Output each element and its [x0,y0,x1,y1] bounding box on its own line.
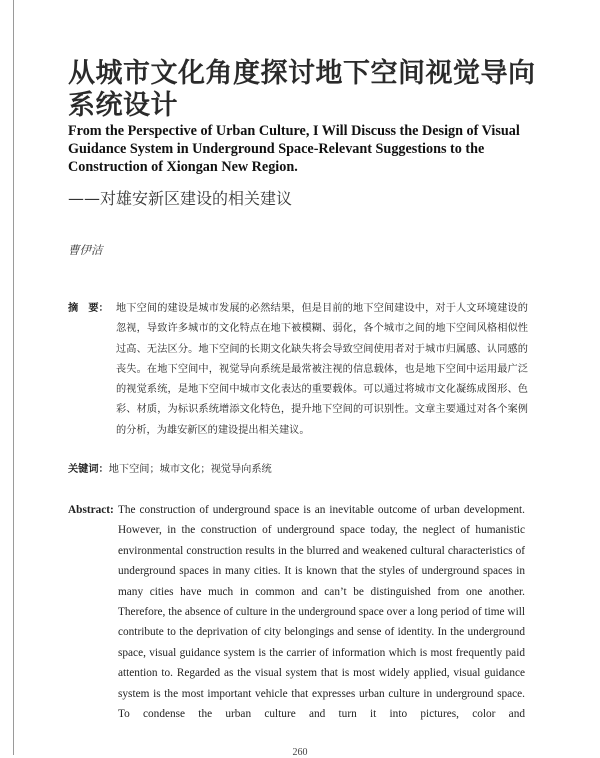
english-abstract [68,500,525,724]
keywords-label: 关键词： [68,464,109,475]
article-title-chinese: 从城市文化角度探讨地下空间视觉导向系统设计 [68,58,536,121]
article-subtitle: ——对雄安新区建设的相关建议 [68,189,293,208]
article-title-english: From the Perspective of Urban Culture, I Will Discuss the Design of Visual Guidance System in Underground Space-Relevant Suggestions to the Construction of Xiongan New Region. [68,123,520,175]
chinese-abstract-label: 摘 要： [68,303,109,314]
page-edge-line [13,0,14,755]
page-number: 260 [292,747,308,758]
keywords-text: 地下空间；城市文化；视觉导向系统 [108,464,272,475]
author-name: 曹伊洁 [68,243,103,257]
chinese-abstract-text: 地下空间的建设是城市发展的必然结果，但是目前的地下空间建设中，对于人文环境建设的忽视，导致许多城市的文化特点在地下被模糊、弱化，各个城市之间的地下空间风格相似性过高、无法区分。地下空间的长期文化缺失将会导致空间使用者对于城市归属感、认同感的丧失。在地下空间中，视觉导向系统是最常被注视的信息载体，也是地下空间中运用最广泛的视觉系统，是地下空间中城市文化表达的重要载体。可以通过将城市文化凝练成图形、色彩、材质，为标识系统增添文化特色，提升地下空间的可识别性。文章主要通过对各个案例的分析，为雄安新区的建设提出相关建议。 [116,303,528,436]
keywords [68,460,272,475]
chinese-abstract [68,299,528,441]
english-abstract-label: Abstract: [68,504,114,516]
english-abstract-text: The construction of underground space is an inevitable outcome of urban development. However, in the construction of underground space today, the neglect of humanistic environmental construction results in the blurred and weakened cultural characteristics of underground spaces in many cities. It is known that the styles of underground spaces in many cities have much in common and can’t be distinguished from one another. Therefore, the absence of culture in the underground space over a long period of time will contribute to the deprivation of city belongings and sense of identity. In the underground space, visual guidance system is the carrier of information which is most frequently paid attention to. Regarded as the visual system that is most widely applied, visual guidance system is the most important vehicle that expresses urban culture in underground space. To condense the urban culture and turn it into pictures, color and [118,504,525,721]
